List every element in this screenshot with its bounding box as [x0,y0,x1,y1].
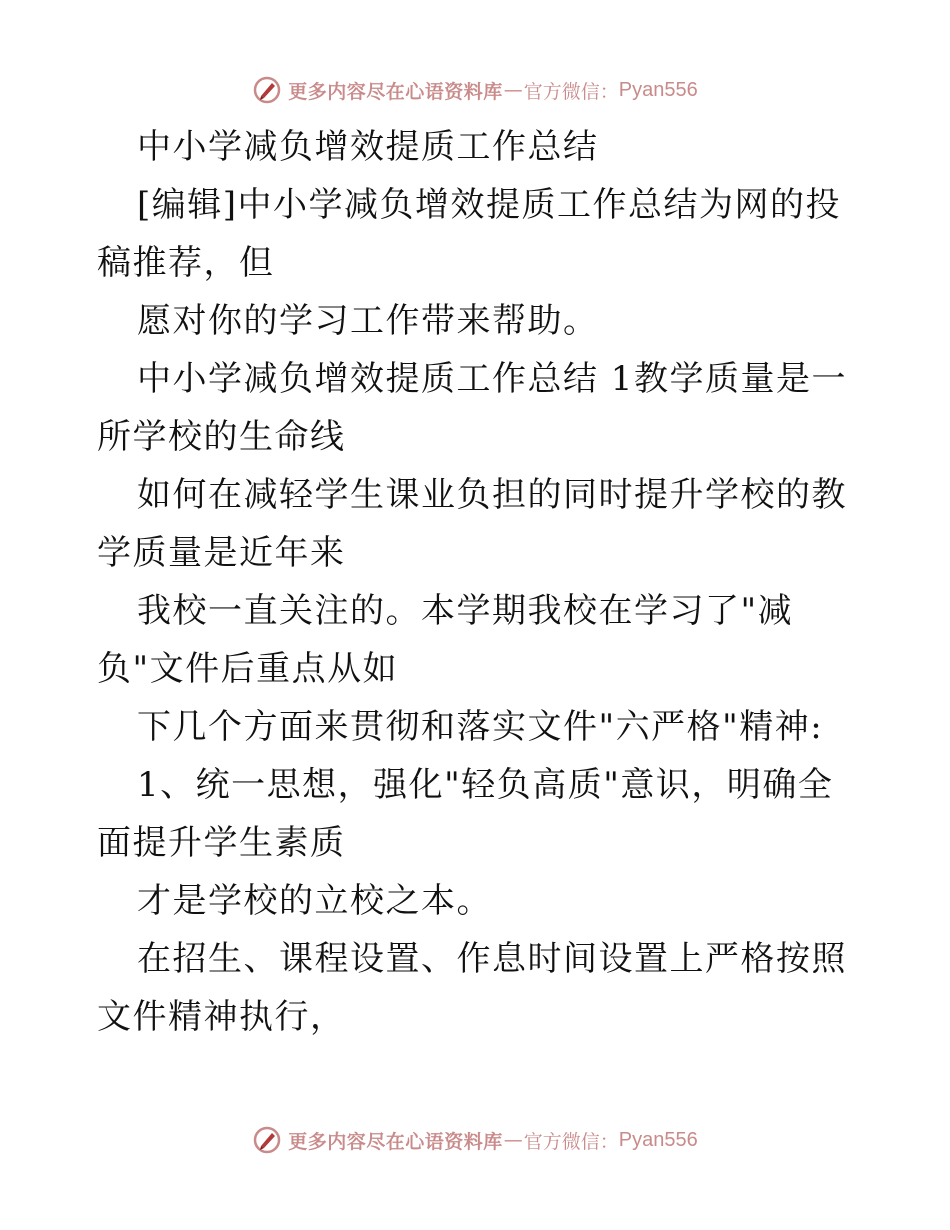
site-name: 更多内容尽在心语资料库 [288,1130,503,1153]
wechat-id: Pyan556 [618,1128,698,1151]
wechat-label: 官方微信： [523,80,619,103]
paragraph: 下几个方面来贯彻和落实文件"六严格"精神: [137,707,824,747]
paragraph: 中小学减负增效提质工作总结 1教学质量是一所学校的生命线 [97,359,847,457]
separator-dash: — [503,1129,523,1151]
document-body [97,118,857,1046]
footer-watermark [0,1120,950,1160]
document-title: 中小学减负增效提质工作总结 [137,127,599,167]
paragraph: [编辑]中小学减负增效提质工作总结为网的投稿推荐，但 [97,185,842,283]
pen-logo-icon [252,75,282,105]
paragraph: 愿对你的学习工作带来帮助。 [137,301,599,341]
paragraph: 1、统一思想，强化"轻负高质"意识，明确全面提升学生素质 [97,765,834,863]
header-watermark [0,70,950,110]
separator-dash: — [503,79,523,101]
site-name: 更多内容尽在心语资料库 [288,80,503,103]
paragraph: 如何在减轻学生课业负担的同时提升学校的教学质量是近年来 [97,475,847,573]
paragraph: 我校一直关注的。本学期我校在学习了"减负"文件后重点从如 [97,591,794,689]
wechat-label: 官方微信： [523,1130,619,1153]
paragraph: 才是学校的立校之本。 [137,881,492,921]
wechat-id: Pyan556 [618,78,698,101]
pen-logo-icon [252,1125,282,1155]
paragraph: 在招生、课程设置、作息时间设置上严格按照文件精神执行， [97,939,847,1037]
